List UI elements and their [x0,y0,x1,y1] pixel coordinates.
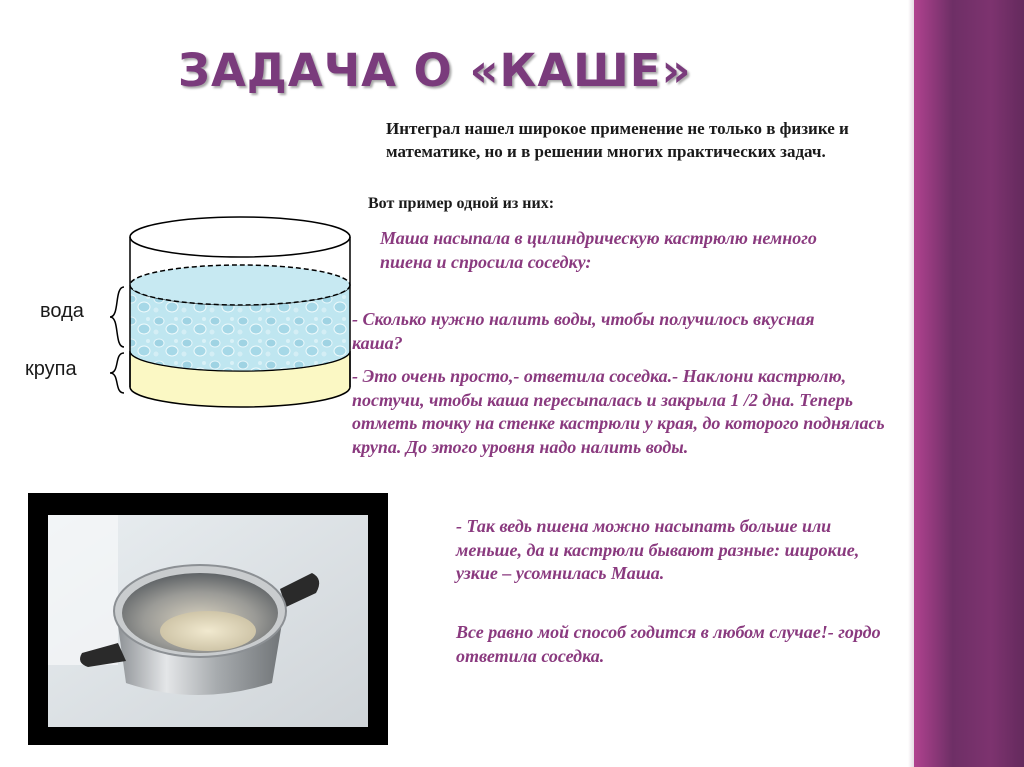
cylinder-diagram [96,205,356,415]
intro-text: Интеграл нашел широкое применение не только в физике и математике, но и в решении многих практических задач. [386,119,849,161]
story-paragraph-2: - Сколько нужно налить воды, чтобы получилось вкусная каша? [352,309,815,353]
decorative-side-bar [914,0,1024,767]
example-intro: Вот пример одной из них: [368,195,555,212]
cylinder-top-rim [130,217,350,257]
grain-brace [110,353,124,393]
story-paragraph-4: - Так ведь пшена можно насыпать больше или меньше, да и кастрюли бывают разные: широкие, узкие – усомнилась Маша. [456,516,860,583]
pot-photo [28,493,388,745]
water-surface [130,265,350,305]
water-label: вода [40,300,84,322]
story-paragraph-1: Маша насыпала в цилиндрическую кастрюлю немного пшена и спросила соседку: [380,228,817,272]
water-brace [110,287,124,347]
story-paragraph-5: Все равно мой способ годится в любом случае!- гордо ответила соседка. [456,622,881,666]
grain-label: крупа [25,358,77,380]
grain-in-pot [160,611,256,651]
story-paragraph-3: - Это очень просто,- ответила соседка.- Наклони кастрюлю, постучи, чтобы каша пересыпалась и закрыла 1 /2 дна. Теперь отметь точку на стенке кастрюли у края, до которого поднялась крупа. До этого уровня надо налить воды. [352,366,885,457]
slide-title: ЗАДАЧА О «КАШЕ» [178,44,692,97]
